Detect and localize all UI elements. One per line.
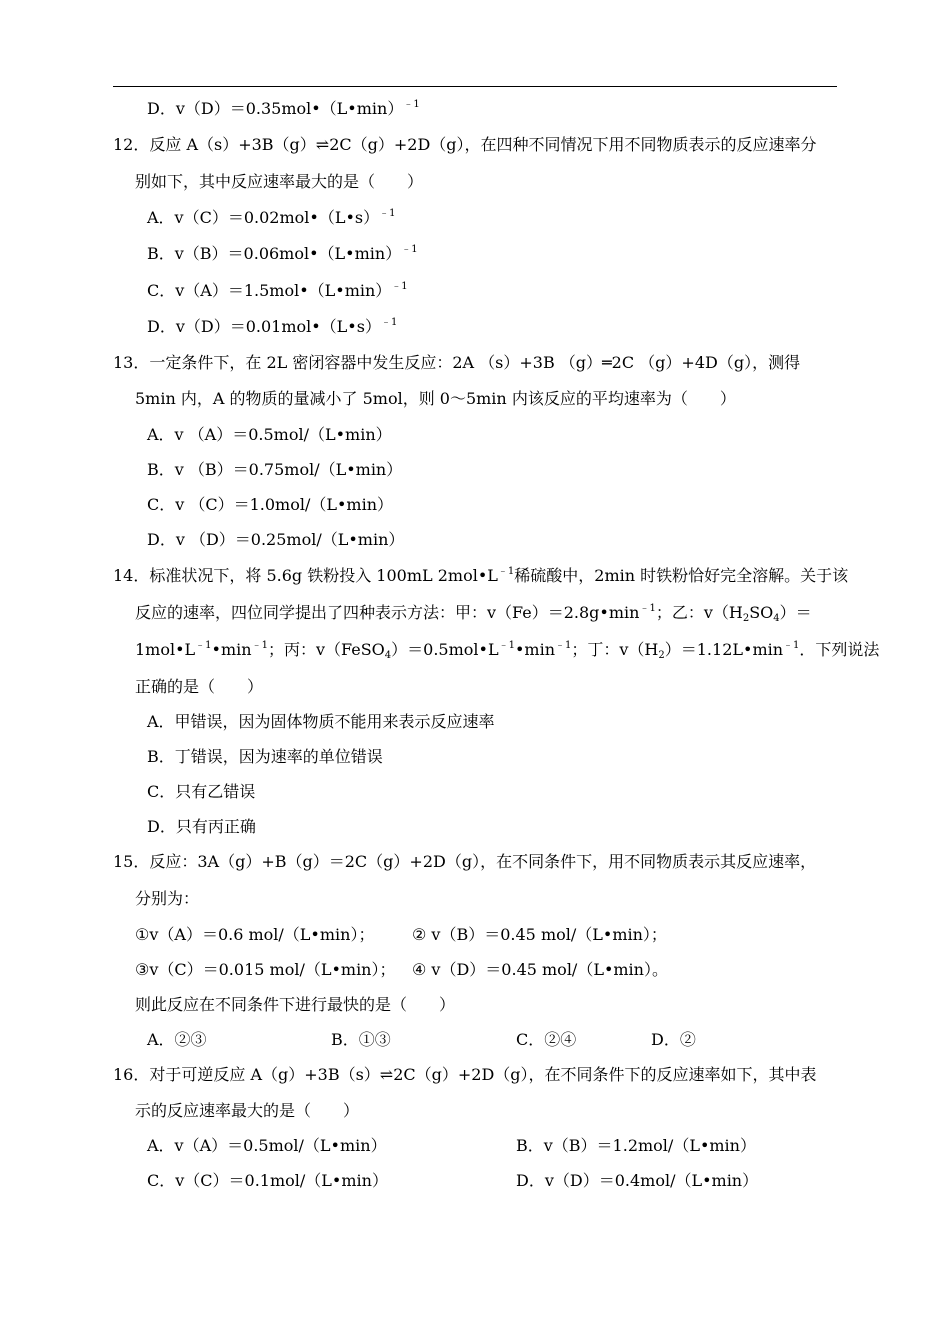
q16-option-c: C．v（C）＝0.1mol/（L•min） — [147, 1171, 388, 1190]
q15-stem-line5: 则此反应在不同条件下进行最快的是（ ） — [135, 995, 456, 1014]
q13-option-d: D．v （D）＝0.25mol/（L•min） — [147, 530, 405, 549]
q16-stem-line1: 16．对于可逆反应 A（g）+3B（s）⇌2C（g）+2D（g），在不同条件下的反应速率如下，其中表 — [113, 1065, 817, 1084]
q13-option-a: A．v （A）＝0.5mol/（L•min） — [147, 425, 392, 444]
q15-condition-3: ③v（C）＝0.015 mol/（L•min）； — [135, 960, 396, 979]
q14-option-c: C．只有乙错误 — [147, 782, 256, 801]
q14-stem-line1: 14．标准状况下，将 5.6g 铁粉投入 100mL $2mol•L^{﹣1}$稀硫酸中，2min 时铁粉恰好完全溶解。关于该 — [113, 566, 849, 585]
q12-stem-line2: 别如下，其中反应速率最大的是（ ） — [135, 172, 424, 191]
q15-condition-4: ④ v（D）＝0.45 mol/（L•min）。 — [412, 960, 668, 979]
q14-option-d: D．只有丙正确 — [147, 817, 256, 836]
q12-option-c: C．v（A）＝1.5mol•（L•min）$^{﹣1}$ — [147, 281, 408, 300]
q14-stem-line2: 反应的速率，四位同学提出了四种表示方法：甲：$v(Fe)=2.8g•\min^{﹣1}$；乙：$v(H_2SO_4)=$ — [135, 603, 812, 624]
q15-option-d: D．② — [651, 1030, 696, 1049]
q13-stem-line2: 5min 内，A 的物质的量减小了 5mol，则 0～5min 内该反应的平均速率为（ ） — [135, 389, 736, 408]
q14-stem-line3: $1mol•L^{﹣1}•\min^{﹣1}$；丙：$v(FeSO_4)=0.5mol•L^{﹣1}•\min^{﹣1}$；丁：$v(H_2)=1.12L•\min^{﹣1}$．下列说法 — [135, 640, 880, 661]
q15-option-b: B．①③ — [331, 1030, 391, 1049]
q14-option-b: B．丁错误，因为速率的单位错误 — [147, 747, 383, 766]
q12-option-d: D．v（D）＝0.01mol•（L•s）$^{﹣1}$ — [147, 317, 398, 336]
q12-option-b: B．v（B）＝0.06mol•（L•min）$^{﹣1}$ — [147, 244, 418, 263]
q14-option-a: A．甲错误，因为固体物质不能用来表示反应速率 — [147, 712, 495, 731]
q13-option-b: B．v （B）＝0.75mol/（L•min） — [147, 460, 403, 479]
q15-condition-1: ①v（A）＝0.6 mol/（L•min）； — [135, 925, 375, 944]
q11-option-d: D．v（D）＝0.35mol•（L•min）$^{﹣1}$ — [147, 99, 420, 118]
q16-option-a: A．v（A）＝0.5mol/（L•min） — [147, 1136, 387, 1155]
q12-option-a: A．v（C）＝0.02mol•（L•s）$^{﹣1}$ — [147, 208, 396, 227]
q14-stem-line4: 正确的是（ ） — [135, 677, 264, 696]
q13-option-c: C．v （C）＝1.0mol/（L•min） — [147, 495, 394, 514]
q15-stem-line1: 15．反应：3A（g）+B（g）＝2C（g）+2D（g），在不同条件下，用不同物质表示其反应速率， — [113, 852, 817, 871]
header-rule — [113, 86, 837, 87]
q16-option-b: B．v（B）＝1.2mol/（L•min） — [516, 1136, 756, 1155]
q16-stem-line2: 示的反应速率最大的是（ ） — [135, 1101, 360, 1120]
q15-option-a: A．②③ — [147, 1030, 207, 1049]
q15-stem-line2: 分别为： — [135, 889, 200, 908]
q13-stem-line1: 13．一定条件下，在 2L 密闭容器中发生反应：2A （s）+3B （g）═2C （g）+4D（g），测得 — [113, 353, 801, 372]
q15-condition-2: ② v（B）＝0.45 mol/（L•min）； — [412, 925, 667, 944]
q15-option-c: C．②④ — [516, 1030, 577, 1049]
q16-option-d: D．v（D）＝0.4mol/（L•min） — [516, 1171, 759, 1190]
q12-stem-line1: 12．反应 A（s）+3B（g）⇌2C（g）+2D（g），在四种不同情况下用不同物质表示的反应速率分 — [113, 135, 817, 154]
